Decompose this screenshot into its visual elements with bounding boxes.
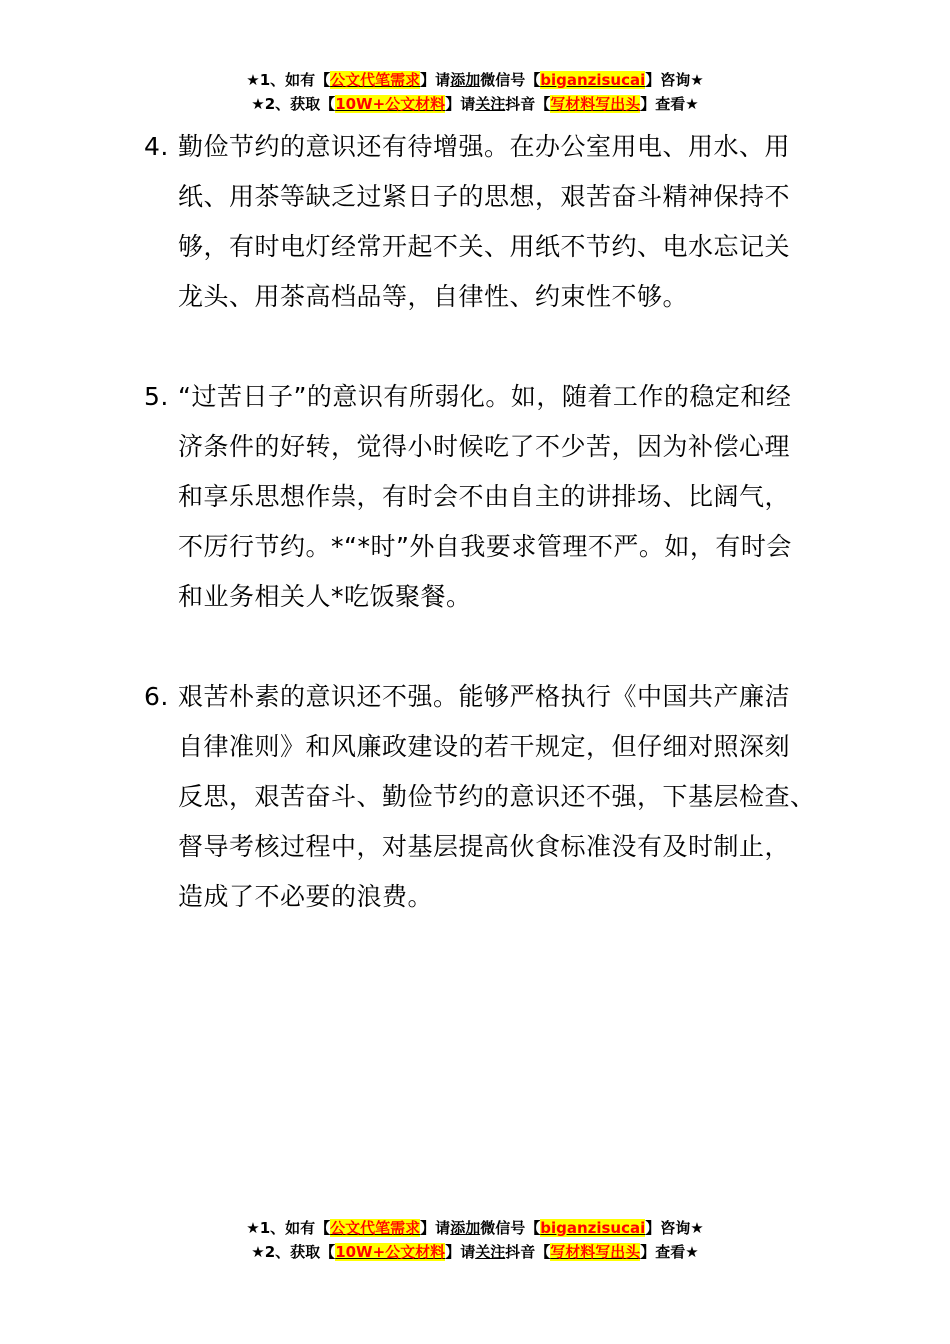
banner-text: 】查看★ [640, 1243, 699, 1261]
list-item [140, 372, 830, 622]
item-line: 自律准则》和风廉政建设的若干规定，但仔细对照深刻 [178, 732, 791, 761]
banner-text: 微信号【 [480, 71, 541, 89]
banner-line-2 [0, 1240, 950, 1264]
header-banner [0, 68, 950, 116]
banner-text: ★2、获取【 [251, 1243, 336, 1261]
banner-text: 】请 [420, 1219, 451, 1237]
banner-text: 】请 [445, 95, 476, 113]
footer-banner [0, 1216, 950, 1264]
item-line: 反思，艰苦奋斗、勤俭节约的意识还不强，下基层检查、 [178, 782, 816, 811]
item-number: 6. [144, 682, 169, 711]
banner-text: 】请 [420, 71, 451, 89]
item-line: “过苦日子”的意识有所弱化。如，随着工作的稳定和经 [178, 382, 792, 411]
item-line: 督导考核过程中，对基层提高伙食标准没有及时制止， [178, 832, 791, 861]
banner-wechat-id: biganzisucai [540, 71, 646, 89]
list-item [140, 672, 830, 922]
item-line: 和享乐思想作祟，有时会不由自主的讲排场、比阔气， [178, 482, 791, 511]
banner-underlined-text: 添加 [450, 71, 481, 89]
item-line: 够，有时电灯经常开起不关、用纸不节约、电水忘记关 [178, 232, 791, 261]
banner-text: 抖音【 [505, 95, 551, 113]
banner-line-1 [0, 68, 950, 92]
banner-highlight: 10W+公文材料 [335, 1243, 446, 1261]
banner-underlined-text: 关注 [475, 95, 506, 113]
item-line: 不厉行节约。*“*时”外自我要求管理不严。如，有时会 [178, 532, 792, 561]
banner-highlight: 公文代笔需求 [330, 71, 421, 89]
banner-text: ★1、如有【 [246, 1219, 331, 1237]
banner-douyin-id: 写材料写出头 [550, 1243, 641, 1261]
item-number: 4. [144, 132, 169, 161]
banner-text: ★1、如有【 [246, 71, 331, 89]
banner-text: 】咨询★ [645, 71, 704, 89]
item-line: 勤俭节约的意识还有待增强。在办公室用电、用水、用 [178, 132, 791, 161]
list-item [140, 122, 830, 322]
item-line: 济条件的好转，觉得小时候吃了不少苦，因为补偿心理 [178, 432, 791, 461]
banner-underlined-text: 添加 [450, 1219, 481, 1237]
banner-text: 】咨询★ [645, 1219, 704, 1237]
banner-text: 】查看★ [640, 95, 699, 113]
item-line: 和业务相关人*吃饭聚餐。 [178, 582, 472, 611]
banner-highlight: 10W+公文材料 [335, 95, 446, 113]
banner-text: 抖音【 [505, 1243, 551, 1261]
item-line: 造成了不必要的浪费。 [178, 882, 434, 911]
banner-line-1 [0, 1216, 950, 1240]
banner-text: 微信号【 [480, 1219, 541, 1237]
banner-wechat-id: biganzisucai [540, 1219, 646, 1237]
item-line: 艰苦朴素的意识还不强。能够严格执行《中国共产廉洁 [178, 682, 791, 711]
banner-underlined-text: 关注 [475, 1243, 506, 1261]
banner-highlight: 公文代笔需求 [330, 1219, 421, 1237]
document-body [140, 122, 830, 972]
banner-text: ★2、获取【 [251, 95, 336, 113]
banner-line-2 [0, 92, 950, 116]
item-line: 纸、用茶等缺乏过紧日子的思想，艰苦奋斗精神保持不 [178, 182, 791, 211]
item-number: 5. [144, 382, 169, 411]
item-line: 龙头、用茶高档品等，自律性、约束性不够。 [178, 282, 689, 311]
banner-douyin-id: 写材料写出头 [550, 95, 641, 113]
banner-text: 】请 [445, 1243, 476, 1261]
